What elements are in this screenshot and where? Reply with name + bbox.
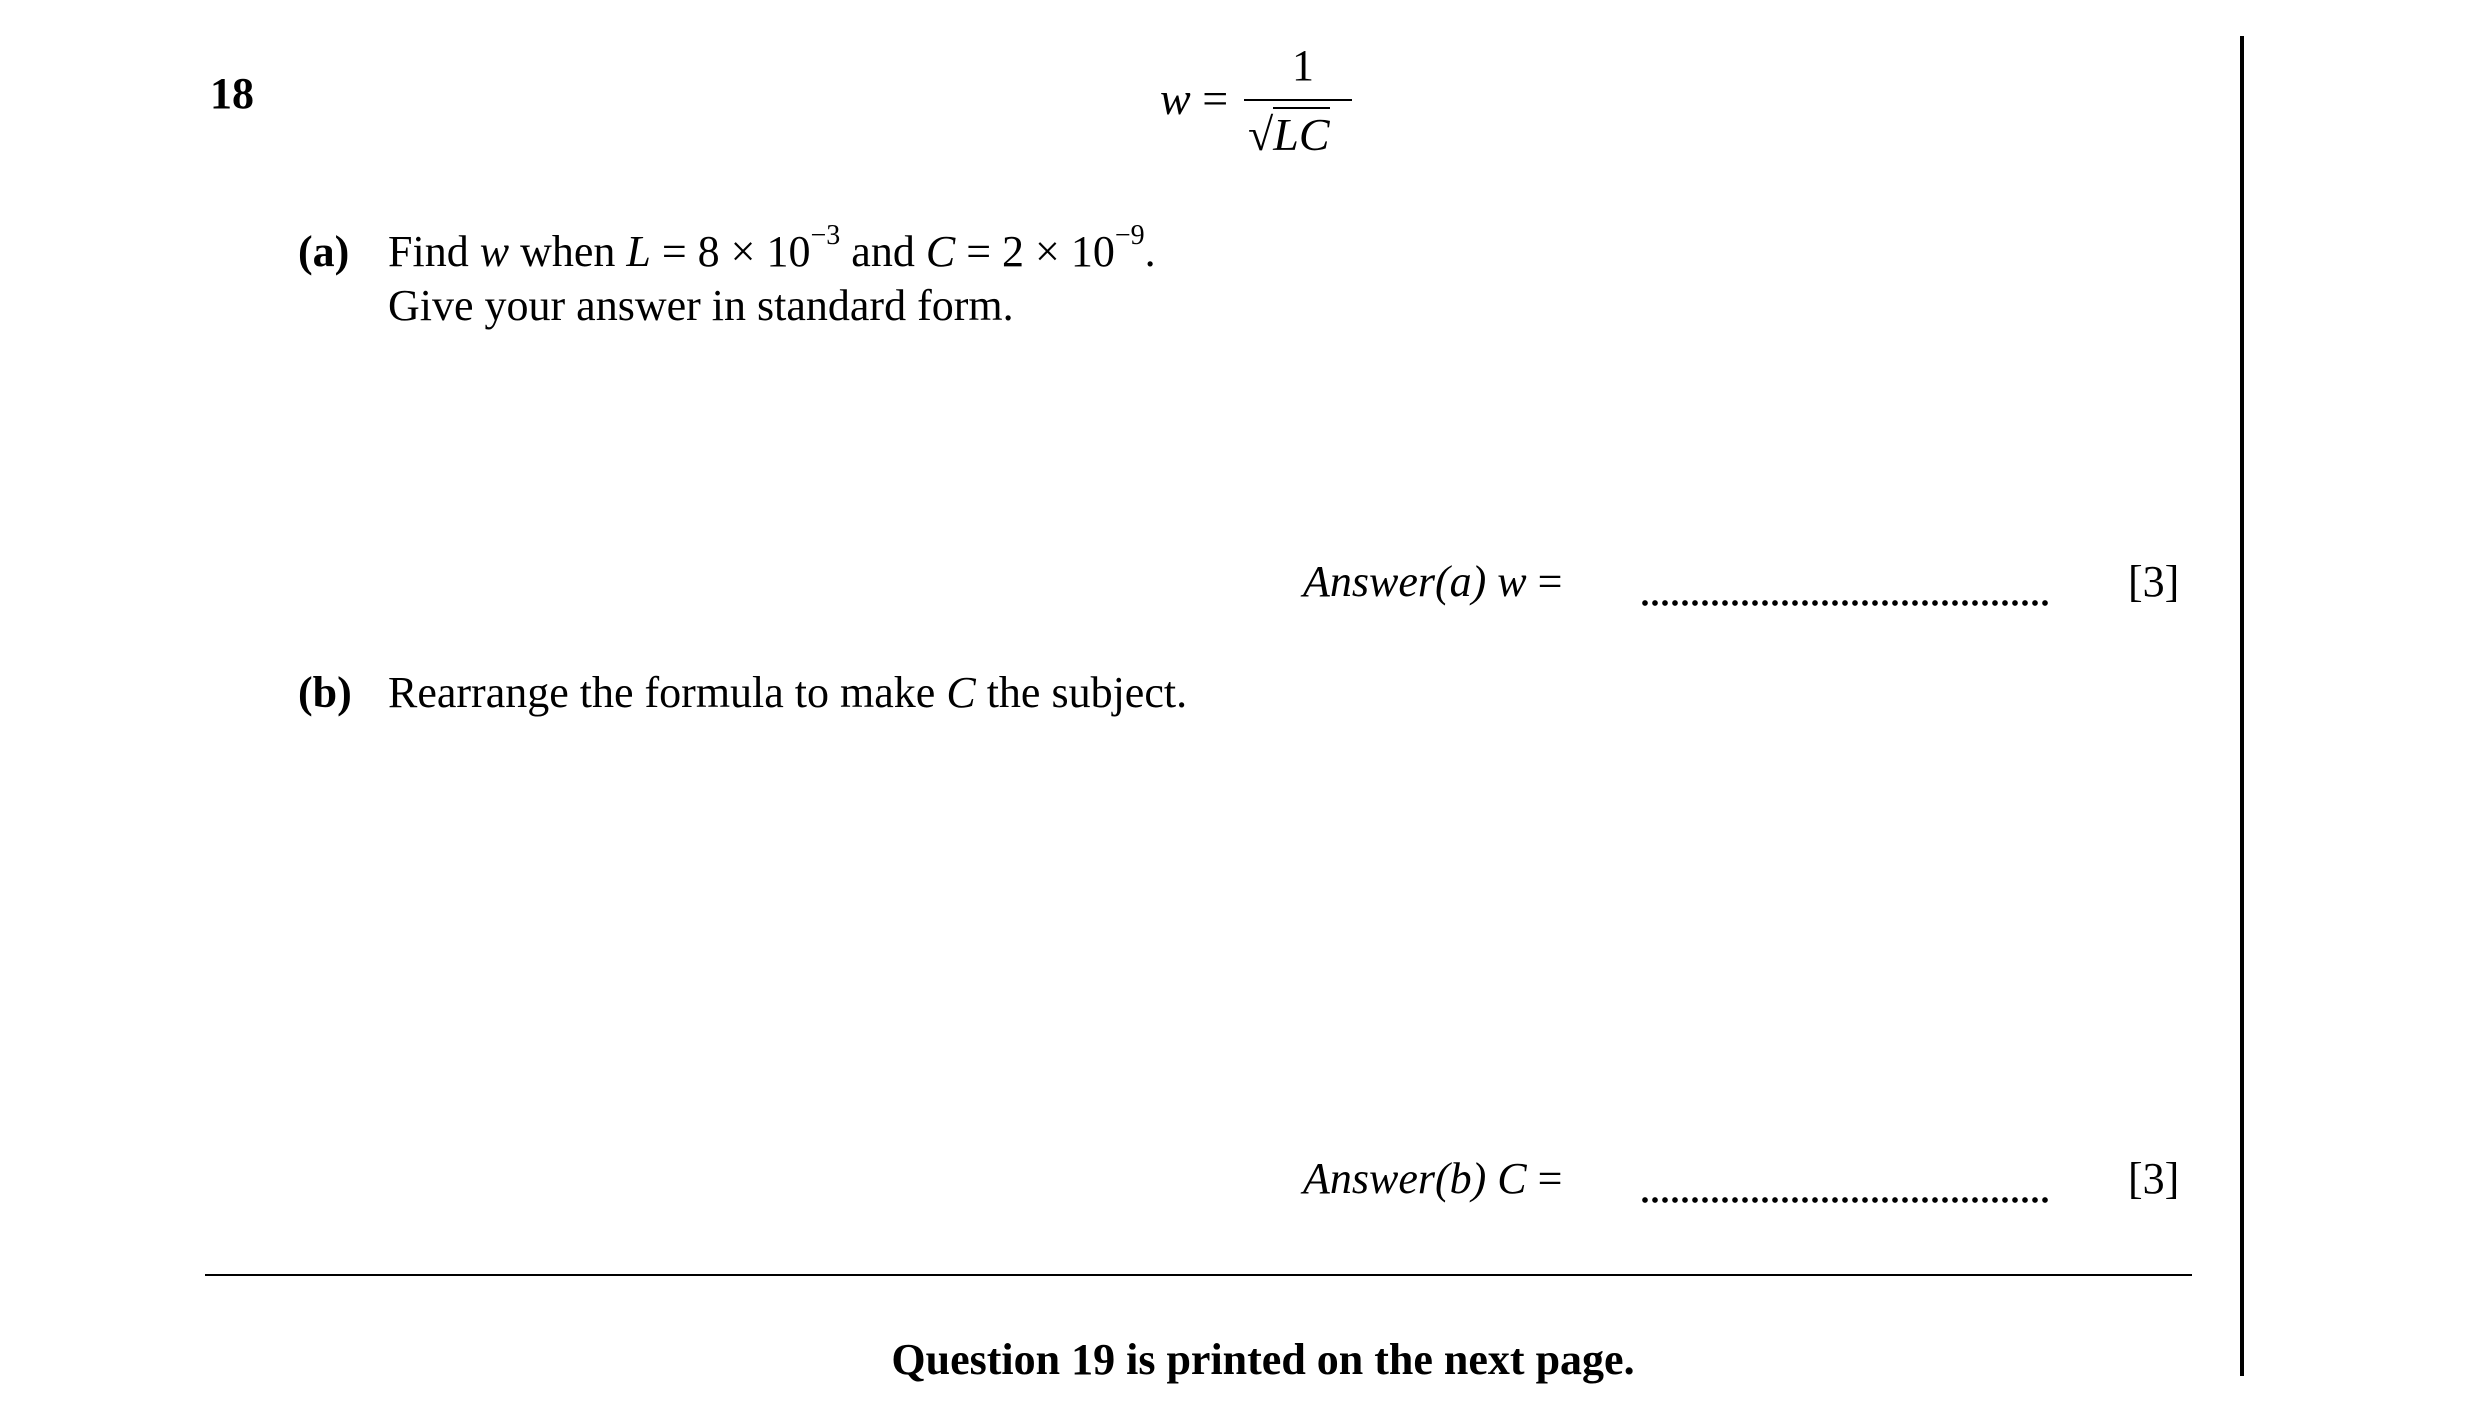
text: when	[509, 227, 627, 276]
part-b-label: (b)	[298, 668, 352, 717]
radicand: LC	[1273, 109, 1330, 160]
answer-b-line[interactable]	[1640, 1197, 2052, 1203]
next-page-note: Question 19 is printed on the next page.	[891, 1335, 1635, 1384]
answer-b-text: Answer(b) C	[1303, 1154, 1527, 1203]
answer-a-text: Answer(a) w	[1303, 557, 1527, 606]
part-a-question-line1	[388, 220, 1156, 277]
text: = 8 × 10	[650, 227, 811, 276]
variable-c: C	[946, 668, 976, 717]
fraction-bar	[1244, 99, 1352, 101]
text: Rearrange the formula to make	[388, 668, 947, 717]
answer-a-label	[1303, 556, 1562, 607]
marks-b: [3]	[2128, 1154, 2180, 1203]
radical-sign: √	[1248, 109, 1274, 160]
answer-a-equals: =	[1537, 557, 1563, 606]
marks-a: [3]	[2128, 557, 2180, 606]
formula-variable-w: w	[1160, 73, 1191, 124]
exponent: −9	[1114, 220, 1145, 251]
formula-numerator: 1	[1292, 41, 1314, 90]
horizontal-divider	[205, 1274, 2192, 1276]
variable-l: L	[626, 227, 651, 276]
part-a-label: (a)	[298, 227, 350, 276]
text: = 2 × 10	[955, 227, 1115, 276]
part-b-question	[388, 667, 1187, 718]
text: the subject.	[975, 668, 1188, 717]
text: .	[1144, 227, 1156, 276]
text: and	[840, 227, 926, 276]
variable-w: w	[479, 227, 510, 276]
answer-a-line[interactable]	[1640, 600, 2052, 606]
exponent: −3	[810, 220, 841, 251]
formula-denominator	[1248, 108, 1330, 161]
variable-c: C	[925, 227, 956, 276]
answer-b-label	[1303, 1153, 1562, 1204]
formula-lhs	[1160, 72, 1228, 125]
margin-rule	[2240, 36, 2244, 1376]
formula-equals: =	[1202, 73, 1229, 124]
text: Find	[388, 227, 480, 276]
part-a-question-line2: Give your answer in standard form.	[388, 281, 1014, 330]
answer-b-equals: =	[1537, 1154, 1563, 1203]
question-number: 18	[210, 69, 254, 118]
formula	[1160, 40, 1360, 170]
